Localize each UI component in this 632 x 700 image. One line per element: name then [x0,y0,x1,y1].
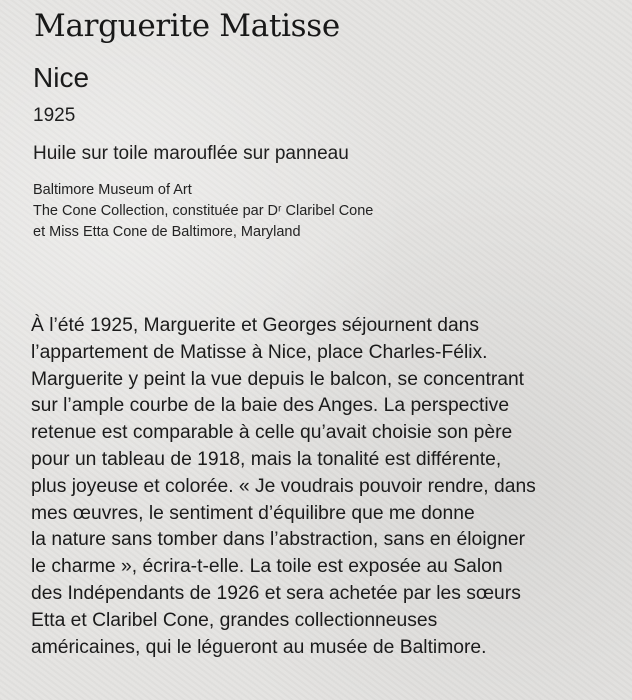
description-line: mes œuvres, le sentiment d’équilibre que me donne [31,502,475,524]
credit-line-2: The Cone Collection, constituée par Dʳ Claribel Cone [33,203,374,219]
artwork-medium: Huile sur toile marouflée sur panneau [33,143,349,164]
description-line: la nature sans tomber dans l’abstraction, sans en éloigner [31,529,526,551]
description-text [31,313,631,661]
description-line: des Indépendants de 1926 et sera achetée par les sœurs [31,582,521,604]
description-line: américaines, qui le légueront au musée de Baltimore. [31,636,487,658]
description-line: Marguerite y peint la vue depuis le balcon, se concentrant [31,368,525,390]
description-line: pour un tableau de 1918, mais la tonalité est différente, [31,448,502,470]
artwork-year: 1925 [33,105,76,126]
artwork-title: Nice [33,62,90,93]
artist-name: Marguerite Matisse [34,8,340,44]
description-line: le charme », écrira-t-elle. La toile est exposée au Salon [31,556,503,578]
description-line: plus joyeuse et colorée. « Je voudrais pouvoir rendre, dans [31,475,536,497]
description-line: Etta et Claribel Cone, grandes collectionneuses [31,609,438,631]
description-line: retenue est comparable à celle qu’avait choisie son père [31,422,513,444]
description-line: l’appartement de Matisse à Nice, place Charles-Félix. [31,341,488,363]
description-line: À l’été 1925, Marguerite et Georges séjournent dans [31,315,480,336]
description-line: sur l’ample courbe de la baie des Anges. La perspective [31,395,510,417]
credit-line-1: Baltimore Museum of Art [33,182,192,198]
credit-line [33,180,373,243]
credit-line-3: et Miss Etta Cone de Baltimore, Maryland [33,224,301,240]
